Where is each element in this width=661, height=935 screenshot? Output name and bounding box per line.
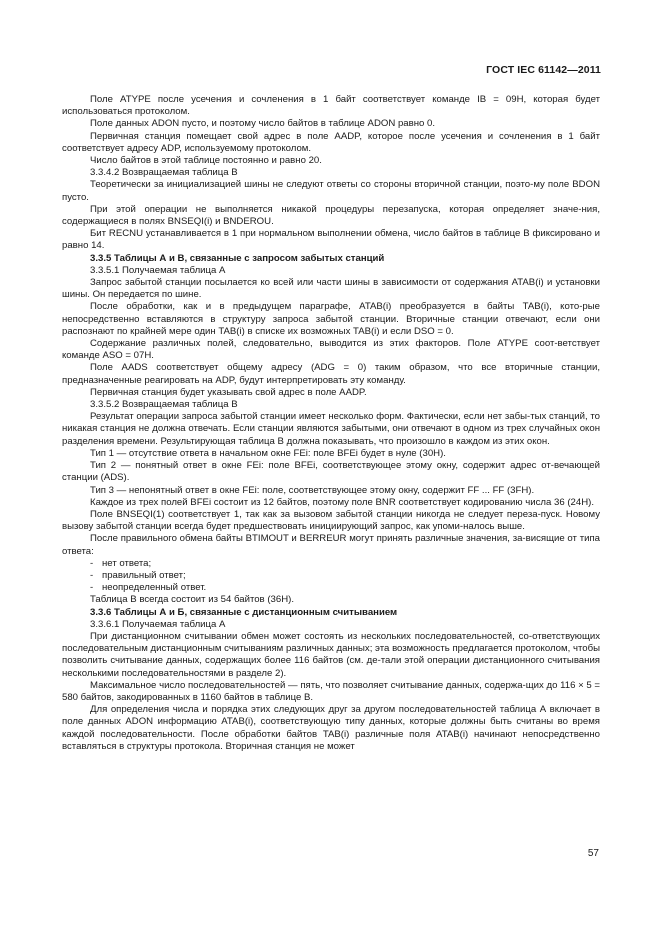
paragraph: Число байтов в этой таблице постоянно и равно 20. — [90, 155, 322, 167]
list-item — [62, 570, 600, 582]
subsection-heading: 3.3.5.1 Получаемая таблица А — [90, 264, 226, 276]
paragraph: При этой операции не выполняется никакой процедуры перезапуска, которая определяет значе-ния, содержащиеся в полях BNSEQI(i) и BNDEROU. — [62, 203, 600, 228]
paragraph: Таблица В всегда состоит из 54 байтов (36H). — [90, 594, 294, 606]
paragraph: Тип 2 — понятный ответ в окне FEi: поле BFEi, соответствующее этому окну, содержит адрес от-вечающей станции (ADS). — [62, 460, 600, 484]
paragraph: Первичная станция будет указывать свой адрес в поле AADP. — [90, 386, 367, 398]
list-item — [62, 558, 600, 570]
document-body — [62, 94, 600, 753]
paragraph: Тип 3 — непонятный ответ в окне FEi: поле, соответствующее этому окну, содержит FF ... FF (3FH). — [90, 484, 535, 496]
paragraph: Теоретически за инициализацией шины не следуют ответы со стороны вторичной станции, поэто-му поле BDON пусто. — [62, 179, 600, 203]
paragraph: Первичная станция помещает свой адрес в поле AADP, которое после усечения и сочленения в 1 байт соответствует адресу ADP, используемому протоколом. — [62, 130, 600, 154]
paragraph: После обработки, как и в предыдущем параграфе, ATAB(i) преобразуется в байты TAB(i), кото-рые непосредственно вставляются в структуру запроса забытой станции. Вторичные станции отвечают, если они распознают по крайней мере один TAB(i) в списке их возможных TAB(i) и если DSO = 0. — [62, 301, 600, 337]
paragraph: Запрос забытой станции посылается ко всей или части шины в зависимости от содержания ATAB(i) и установки шины. Он передается по шине. — [62, 277, 600, 301]
list-item-text: неопределенный ответ. — [102, 582, 207, 594]
paragraph: Поле AADS соответствует общему адресу (ADG = 0) таким образом, что все вторичные станции, предназначенные реагировать на ADP, будут интерпретировать эту команду. — [62, 362, 600, 386]
paragraph: Результат операции запроса забытой станции имеет несколько форм. Фактически, если нет забы-тых станций, то никакая станция не должна отвечать. Если станции являются забытыми, они отвечают в одном из трех случайных окон разделения времени. Результирующая таблица В должна показывать, что произошло в каждом из этих окон. — [62, 411, 600, 447]
paragraph: Содержание различных полей, следовательно, выводится из этих факторов. Поле ATYPE соот-ветствует команде ASO = 07H. — [62, 338, 600, 362]
page-number: 57 — [587, 848, 599, 859]
section-heading: 3.3.6 Таблицы А и Б, связанные с дистанционным считыванием — [90, 606, 398, 618]
subsection-heading: 3.3.6.1 Получаемая таблица А — [90, 618, 226, 630]
paragraph: Тип 1 — отсутствие ответа в начальном окне FEi: поле BFEi будет в нуле (30H). — [90, 447, 446, 459]
paragraph: Поле ATYPE после усечения и сочленения в 1 байт соответствует команде IB = 09H, которая будет использоваться протоколом. — [62, 94, 600, 118]
paragraph: Бит RECNU устанавливается в 1 при нормальном выполнении обмена, число байтов в таблице В фиксировано и равно 14. — [62, 228, 600, 252]
paragraph: После правильного обмена байты BTIMOUT и BERREUR могут принять различные значения, за-висящие от типа ответа: — [62, 533, 600, 557]
list-dash: - — [90, 582, 94, 594]
list-item — [62, 582, 600, 594]
paragraph: Поле данных ADON пусто, и поэтому число байтов в таблице ADON равно 0. — [90, 118, 436, 130]
paragraph: При дистанционном считывании обмен может состоять из нескольких последовательностей, со-ответствующих последовательным дистанционным считываниям различных данных; эта возможность предлагается протоколом, чтобы позволить считывание данных, содержащих более 116 байтов (см. де-тали этой операции дистанционного считывания несколькими последовательностями в разделе 2). — [62, 630, 600, 679]
list-item-text: нет ответа; — [102, 557, 152, 569]
section-heading: 3.3.5 Таблицы А и В, связанные с запросом забытых станций — [90, 252, 385, 264]
page-header-standard: ГОСТ IEC 61142—2011 — [486, 64, 601, 76]
paragraph: Каждое из трех полей BFEi состоит из 12 байтов, поэтому поле BNR соответствует кодированию числа 36 (24H). — [90, 496, 594, 508]
subsection-heading: 3.3.4.2 Возвращаемая таблица В — [90, 167, 238, 179]
list-item-text: правильный ответ; — [102, 569, 186, 581]
list-dash: - — [90, 557, 94, 569]
paragraph: Поле BNSEQI(1) соответствует 1, так как за вызовом забытой станции никогда не следует переза-пуск. Новому вызову забытой станции всегда будет предшествовать инициирующий запрос, как упоми-налось выше. — [62, 508, 600, 533]
list-dash: - — [90, 569, 94, 581]
subsection-heading: 3.3.5.2 Возвращаемая таблица В — [90, 399, 238, 411]
paragraph: Для определения числа и порядка этих следующих друг за другом последовательностей таблица А включает в поле данных ADON информацию ATAB(i), соответствующую типу данных, которые должны быть считаны во время каждой последовательности. После обработки байтов TAB(i) различные поля ATAB(i) начинают непосредственно вставляться в структуры протокола. Вторичная станция не может — [62, 704, 600, 752]
paragraph: Максимальное число последовательностей — пять, что позволяет считывание данных, содержа-щих до 116 × 5 = 580 байтов, закодированных в 1160 байтов в таблице В. — [62, 679, 600, 703]
